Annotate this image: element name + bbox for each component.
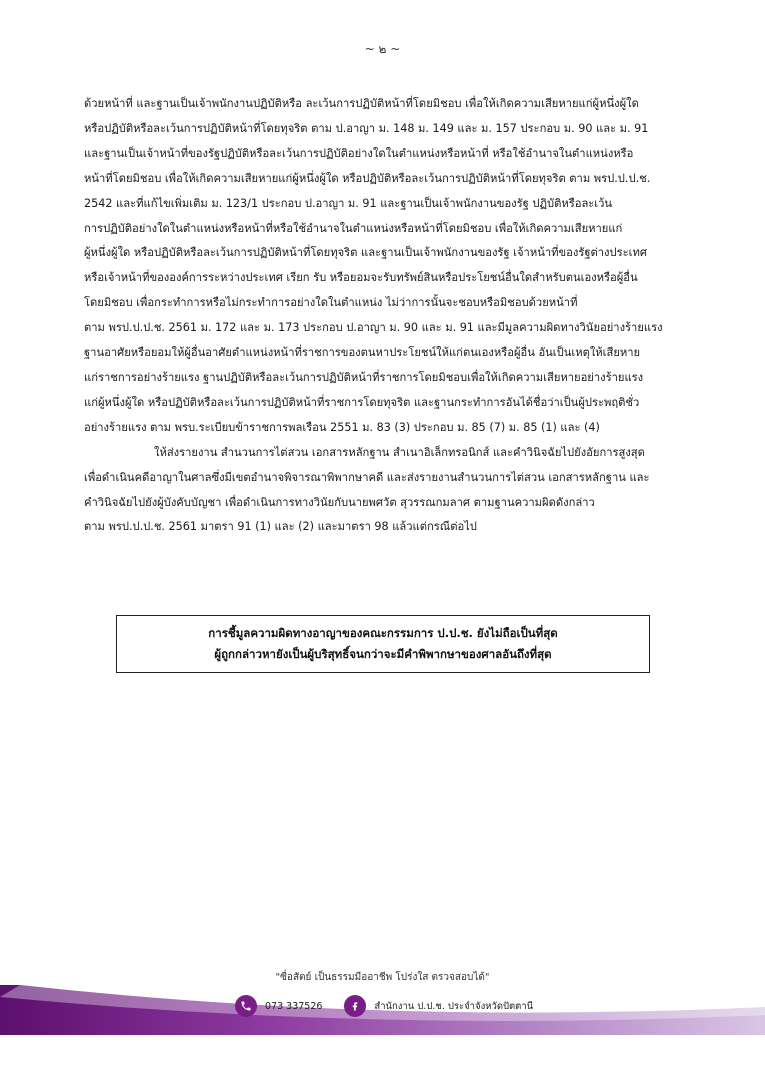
body-line: การปฏิบัติอย่างใดในตำแหน่งหรือหน้าที่หรือใช้อำนาจในตำแหน่งหรือหน้าที่โดยมิชอบ เพื่อให้เกิดความเสียหายแก่ — [84, 221, 623, 235]
body-line: ด้วยหน้าที่ และฐานเป็นเจ้าพนักงานปฏิบัติหรือ ละเว้นการปฏิบัติหน้าที่โดยมิชอบ เพื่อให้เกิดความเสียหายแก่ผู้หนึ่งผู้ใด — [84, 97, 639, 110]
body-line: แก่ผู้หนึ่งผู้ใด หรือปฏิบัติหรือละเว้นการปฏิบัติหน้าที่ราชการโดยทุจริต และฐานกระทำการอันได้ชื่อว่าเป็นผู้ประพฤติชั่ว — [84, 395, 640, 409]
body-line: ให้ส่งรายงาน สำนวนการไต่สวน เอกสารหลักฐาน สำเนาอิเล็กทรอนิกส์ และคำวินิจฉัยไปยังอัยการสูงสุด — [154, 445, 645, 459]
body-line: เพื่อดำเนินคดีอาญาในศาลซึ่งมีเขตอำนาจพิจารณาพิพากษาคดี และส่งรายงานสำนวนการไต่สวน เอกสารหลักฐาน และ — [84, 470, 650, 484]
phone-icon — [235, 995, 257, 1017]
body-line: และฐานเป็นเจ้าหน้าที่ของรัฐปฏิบัติหรือละเว้นการปฏิบัติอย่างใดในตำแหน่งหรือหน้าที่ หรือใช้อำนาจในตำแหน่งหรือ — [84, 146, 634, 160]
facebook-icon — [344, 995, 366, 1017]
body-text — [84, 92, 684, 540]
body-line: ฐานอาศัยหรือยอมให้ผู้อื่นอาศัยตำแหน่งหน้าที่ราชการของตนหาประโยชน์ให้แก่ตนเองหรือผู้อื่น อันเป็นเหตุให้เสียหาย — [84, 346, 641, 360]
notice-box — [116, 615, 650, 673]
notice-line-2: ผู้ถูกกล่าวหายังเป็นผู้บริสุทธิ์จนกว่าจะมีคำพิพากษาของศาลอันถึงที่สุด — [214, 647, 552, 661]
body-line: ตาม พรป.ป.ป.ช. 2561 มาตรา 91 (1) และ (2) และมาตรา 98 แล้วแต่กรณีต่อไป — [84, 520, 477, 534]
body-line: แก่ราชการอย่างร้ายแรง ฐานปฏิบัติหรือละเว้นการปฏิบัติหน้าที่ราชการโดยมิชอบเพื่อให้เกิดความเสียหายอย่างร้ายแรง — [84, 370, 644, 384]
body-line: หรือเจ้าหน้าที่ขององค์การระหว่างประเทศ เรียก รับ หรือยอมจะรับทรัพย์สินหรือประโยชน์อื่นใดสำหรับตนเองหรือผู้อื่น — [84, 271, 638, 285]
body-line: 2542 และที่แก้ไขเพิ่มเติม ม. 123/1 ประกอบ ป.อาญา ม. 91 และฐานเป็นเจ้าพนักงานของรัฐ ปฏิบัติหรือละเว้น — [84, 196, 613, 210]
office-name: สำนักงาน ป.ป.ช. ประจำจังหวัดปัตตานี — [374, 1000, 534, 1012]
page-number: ~ ๒ ~ — [364, 42, 401, 56]
phone-number: 073 337526 — [265, 1000, 323, 1012]
body-line: หน้าที่โดยมิชอบ เพื่อให้เกิดความเสียหายแก่ผู้หนึ่งผู้ใด หรือปฏิบัติหรือละเว้นการปฏิบัติหน้าที่โดยทุจริต ตาม พรป.ป.ป.ช. — [84, 171, 651, 185]
contact-row — [235, 994, 555, 1018]
body-line: อย่างร้ายแรง ตาม พรบ.ระเบียบข้าราชการพลเรือน 2551 ม. 83 (3) ประกอบ ม. 85 (7) ม. 85 (1) และ (4) — [84, 420, 600, 434]
notice-line-1: การชี้มูลความผิดทางอาญาของคณะกรรมการ ป.ป.ช. ยังไม่ถือเป็นที่สุด — [208, 626, 558, 640]
body-line: คำวินิจฉัยไปยังผู้บังคับบัญชา เพื่อดำเนินการทางวินัยกับนายพศวัต สุวรรณกมลาศ ตามฐานความผิดดังกล่าว — [84, 495, 595, 509]
body-line: โดยมิชอบ เพื่อกระทำการหรือไม่กระทำการอย่างใดในตำแหน่ง ไม่ว่าการนั้นจะชอบหรือมิชอบด้วยหน้าที่ — [84, 296, 578, 310]
body-line: ผู้หนึ่งผู้ใด หรือปฏิบัติหรือละเว้นการปฏิบัติหน้าที่โดยทุจริต และฐานเป็นเจ้าพนักงานของรัฐ เจ้าหน้าที่ของรัฐต่างประเทศ — [84, 246, 647, 260]
body-line: หรือปฏิบัติหรือละเว้นการปฏิบัติหน้าที่โดยทุจริต ตาม ป.อาญา ม. 148 ม. 149 และ ม. 157 ประกอบ ม. 90 และ ม. 91 — [84, 121, 649, 135]
footer-slogan: "ซื่อสัตย์ เป็นธรรมมืออาชีพ โปร่งใส ตรวจสอบได้" — [275, 972, 490, 983]
body-line: ตาม พรป.ป.ป.ช. 2561 ม. 172 และ ม. 173 ประกอบ ป.อาญา ม. 90 และ ม. 91 และมีมูลความผิดทางวินัยอย่างร้ายแรง — [84, 321, 663, 335]
